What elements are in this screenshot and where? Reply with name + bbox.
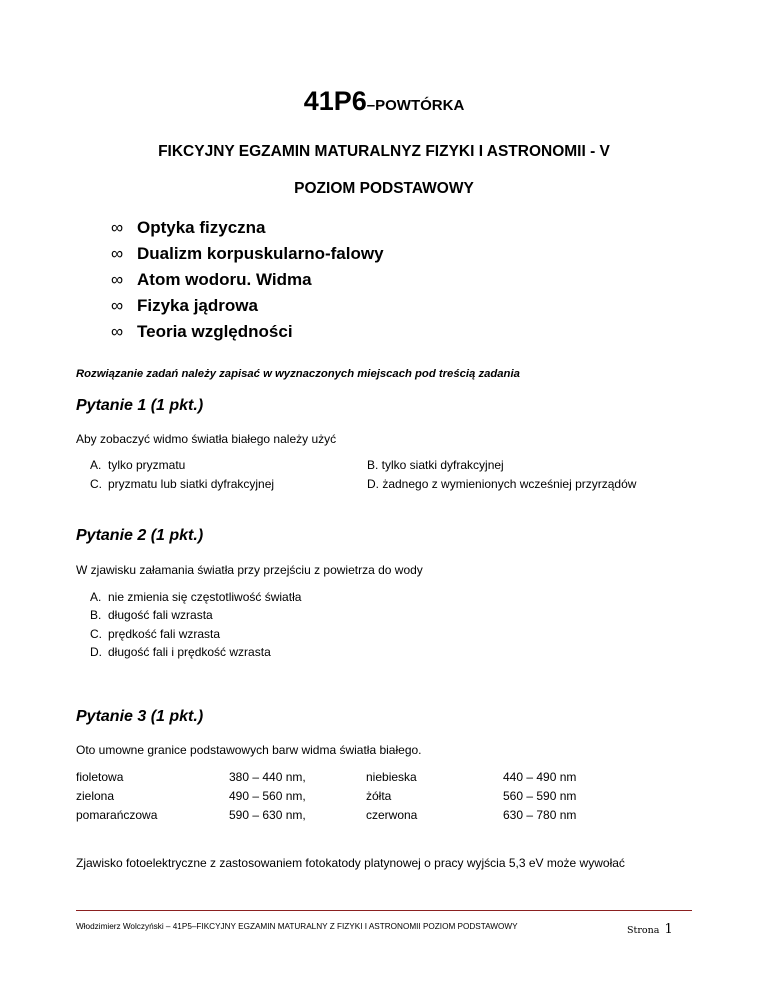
color-range: 490 – 560 nm, (229, 789, 306, 803)
infinity-bullet-icon: ∞ (111, 270, 124, 289)
question-2-heading: Pytanie 2 (1 pkt.) (76, 527, 204, 544)
topic-item (111, 241, 384, 267)
topic-item (111, 319, 384, 345)
topics-list (111, 215, 384, 345)
exam-level: POZIOM PODSTAWOWY (294, 180, 474, 197)
color-name: żółta (366, 789, 392, 803)
question-1-option-d: D. żadnego z wymienionych wcześniej przyrządów (367, 477, 637, 491)
topic-item (111, 293, 384, 319)
footer-text: Włodzimierz Wolczyński – 41P5–FIKCYJNY EGZAMIN MATURALNY Z FIZYKI I ASTRONOMII POZIOM PODSTAWOWY (76, 922, 518, 931)
color-name: zielona (76, 789, 115, 803)
question-2-option-c: C. prędkość fali wzrasta (90, 627, 221, 641)
document-title (0, 86, 768, 117)
exam-title: FIKCYJNY EGZAMIN MATURALNYZ FIZYKI I ASTRONOMII - V (158, 143, 610, 160)
question-1-text: Aby zobaczyć widmo światła białego należy użyć (76, 432, 337, 446)
instruction-text: Rozwiązanie zadań należy zapisać w wyznaczonych miejscach pod treścią zadania (76, 368, 520, 380)
question-3-text: Oto umowne granice podstawowych barw widma światła białego. (76, 743, 422, 757)
title-suffix: –POWTÓRKA (366, 97, 465, 114)
question-2-option-a: A. nie zmienia się częstotliwość światła (90, 590, 302, 604)
color-range: 630 – 780 nm (503, 808, 577, 822)
topic-label: Fizyka jądrowa (137, 296, 258, 315)
question-1-option-a: A. tylko pryzmatu (90, 458, 186, 472)
topic-item (111, 215, 384, 241)
color-range: 590 – 630 nm, (229, 808, 306, 822)
topic-item (111, 267, 384, 293)
color-name: pomarańczowa (76, 808, 158, 822)
question-1-option-c: C. pryzmatu lub siatki dyfrakcyjnej (90, 477, 275, 491)
infinity-bullet-icon: ∞ (111, 296, 124, 315)
question-3-paragraph: Zjawisko fotoelektryczne z zastosowaniem fotokatody platynowej o pracy wyjścia 5,3 eV może wywołać (76, 856, 625, 870)
question-1-heading: Pytanie 1 (1 pkt.) (76, 397, 204, 414)
color-name: fioletowa (76, 770, 124, 784)
question-3-heading: Pytanie 3 (1 pkt.) (76, 708, 204, 725)
topic-label: Optyka fizyczna (137, 218, 266, 237)
color-range: 380 – 440 nm, (229, 770, 306, 784)
title-main: 41P6 (303, 86, 367, 116)
page-number-value: 1 (664, 922, 673, 937)
page-number (627, 918, 673, 937)
color-name: czerwona (366, 808, 418, 822)
question-2-option-b: B. długość fali wzrasta (90, 608, 213, 622)
question-2-text: W zjawisku załamania światła przy przejściu z powietrza do wody (76, 563, 423, 577)
topic-label: Teoria względności (137, 322, 293, 341)
infinity-bullet-icon: ∞ (111, 218, 124, 237)
color-range: 560 – 590 nm (503, 789, 577, 803)
question-1-option-b: B. tylko siatki dyfrakcyjnej (367, 458, 504, 472)
topic-label: Atom wodoru. Widma (137, 270, 312, 289)
page-label: Strona (627, 925, 660, 936)
color-name: niebieska (366, 770, 417, 784)
topic-label: Dualizm korpuskularno-falowy (137, 244, 384, 263)
color-range: 440 – 490 nm (503, 770, 577, 784)
question-2-option-d: D. długość fali i prędkość wzrasta (90, 645, 271, 659)
infinity-bullet-icon: ∞ (111, 244, 124, 263)
footer-rule (76, 910, 692, 911)
infinity-bullet-icon: ∞ (111, 322, 124, 341)
